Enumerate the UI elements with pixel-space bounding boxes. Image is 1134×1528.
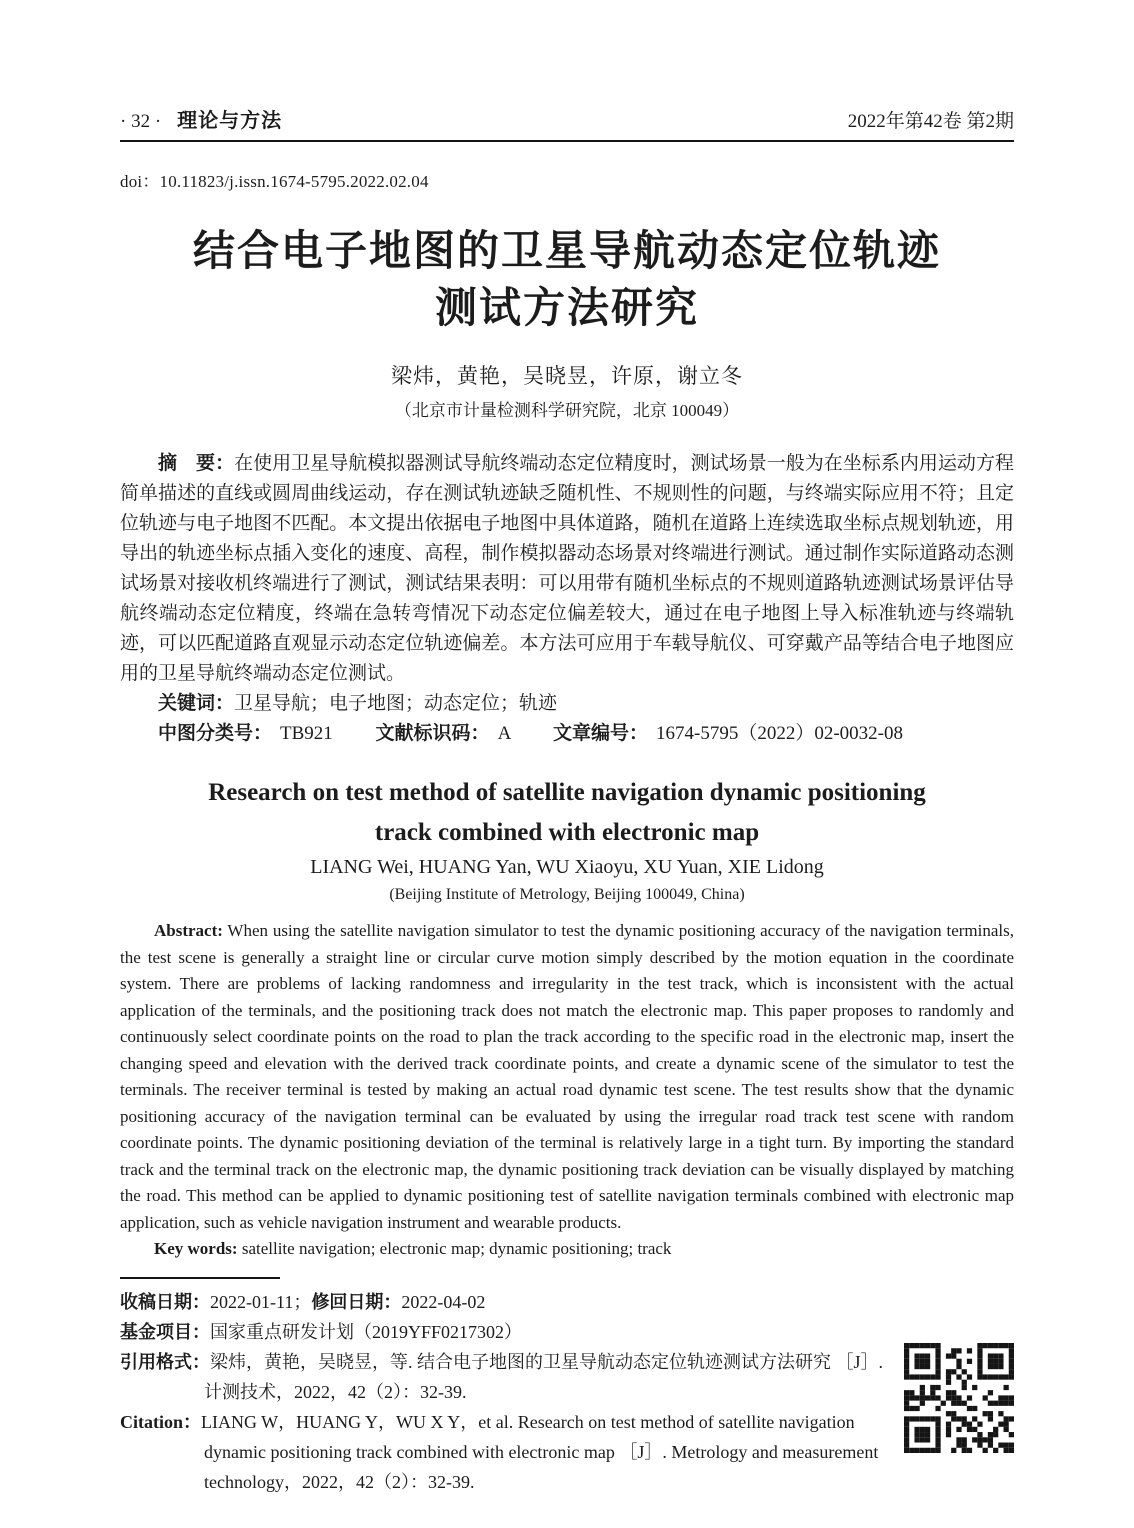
received-label: 收稿日期： [120,1291,210,1312]
citation-en-label: Citation： [120,1411,201,1432]
received-value: 2022-01-11； [210,1291,312,1312]
received-date-line [120,1287,885,1317]
article-title-en-line2: track combined with electronic map [374,819,760,846]
footnote-block [120,1287,1014,1497]
article-title-cn-line1: 结合电子地图的卫星导航动态定位轨迹 [192,227,941,274]
issue-info: 2022年第42卷 第2期 [847,111,1014,132]
qr-code-icon [904,1343,1014,1453]
article-title-en-line1: Research on test method of satellite navigation dynamic positioning [208,779,926,806]
citation-cn-value: 梁炜，黄艳，吴晓昱，等. 结合电子地图的卫星导航动态定位轨迹测试方法研究 ［J］. 计测技术，2022，42（2）：32-39. [204,1351,884,1402]
header-left [120,104,282,133]
classification-line [120,719,1014,749]
citation-en-line [120,1407,885,1497]
keywords-text-cn: 卫星导航；电子地图；动态定位；轨迹 [234,693,558,714]
article-id: 1674-5795（2022）02-0032-08 [656,723,903,744]
clc-number: TB921 [280,723,333,744]
revised-value: 2022-04-02 [401,1291,486,1312]
article-title-cn-line2: 测试方法研究 [434,284,699,331]
abstract-cn [120,449,1014,689]
article-title-en [120,773,1014,853]
revised-label: 修回日期： [311,1291,402,1312]
column-title: 理论与方法 [177,110,283,132]
keywords-cn [120,689,1014,719]
article-title-cn [120,222,1014,336]
header-rule [120,140,1014,142]
funding-value: 国家重点研发计划（2019YFF0217302） [210,1321,523,1342]
affiliation-en: (Beijing Institute of Metrology, Beijing 100049, China) [389,886,745,903]
funding-label: 基金项目： [120,1321,210,1342]
authors-en: LIANG Wei, HUANG Yan, WU Xiaoyu, XU Yuan, XIE Lidong [310,856,824,878]
page-number: · 32 · [120,111,162,132]
footnote-text [120,1287,885,1497]
abstract-text-en: When using the satellite navigation simulator to test the dynamic positioning accuracy of the navigation terminals, the test scene is generally a straight line or circular curve motion simply described by the motion equation in the coordinate system. There are problems of lacking randomness and irregularity in the test track, which is inconsistent with the actual application of the terminals, and the positioning track does not match the electronic map. This paper proposes to randomly and continuously select coordinate points on the road to plan the track according to the specific road in the electronic map, insert the changing speed and elevation with the derived track coordinate points, and create a dynamic scene of the simulator to test the terminals. The receiver terminal is tested by making an actual road dynamic test scene. The test results show that the dynamic positioning accuracy of the navigation terminal can be evaluated by using the irregular road track test scene with random coordinate points. The dynamic positioning deviation of the terminal is relatively large in a tight turn. By importing the standard track and the terminal track on the electronic map, the dynamic positioning track deviation can be visually displayed by matching the road. This method can be applied to dynamic positioning test of satellite navigation terminals combined with electronic map application, such as vehicle navigation instrument and wearable products. [120,921,1014,1232]
article-id-label: 文章编号： [553,723,649,744]
authors-cn: 梁炜，黄艳，吴晓昱，许原，谢立冬 [391,364,743,388]
affiliation-cn: （北京市计量检测科学研究院，北京 100049） [394,401,740,420]
funding-line [120,1317,885,1347]
citation-cn-label: 引用格式： [120,1351,210,1372]
doc-code-label: 文献标识码： [375,723,490,744]
abstract-en [120,918,1014,1236]
citation-en-value: LIANG W，HUANG Y，WU X Y，et al. Research on test method of satellite navigation dynamic positioning track combined with electronic map ［J］. Metrology and measurement technology，2022，42（2）：32-39. [201,1411,879,1492]
keywords-en [120,1236,1014,1263]
journal-header [120,104,1014,133]
keywords-label-en: Key words: [154,1239,238,1258]
doc-code: A [497,723,511,744]
abstract-label-cn: 摘 要： [158,453,235,474]
clc-label: 中图分类号： [158,723,273,744]
citation-cn-line [120,1347,885,1407]
doi-text: doi：10.11823/j.issn.1674-5795.2022.02.04 [120,172,429,191]
keywords-text-en: satellite navigation; electronic map; dynamic positioning; track [237,1239,672,1258]
abstract-text-cn: 在使用卫星导航模拟器测试导航终端动态定位精度时，测试场景一般为在坐标系内用运动方程简单描述的直线或圆周曲线运动，存在测试轨迹缺乏随机性、不规则性的问题，与终端实际应用不符；且定位轨迹与电子地图不匹配。本文提出依据电子地图中具体道路，随机在道路上连续选取坐标点规划轨迹，用导出的轨迹坐标点插入变化的速度、高程，制作模拟器动态场景对终端进行测试。通过制作实际道路动态测试场景对接收机终端进行了测试，测试结果表明：可以用带有随机坐标点的不规则道路轨迹测试场景评估导航终端动态定位精度，终端在急转弯情况下动态定位偏差较大，通过在电子地图上导入标准轨迹与终端轨迹，可以匹配道路直观显示动态定位轨迹偏差。本方法可应用于车载导航仪、可穿戴产品等结合电子地图应用的卫星导航终端动态定位测试。 [120,453,1014,684]
abstract-label-en: Abstract: [154,921,223,940]
keywords-label-cn: 关键词： [158,693,235,714]
footnote-separator [120,1277,280,1279]
